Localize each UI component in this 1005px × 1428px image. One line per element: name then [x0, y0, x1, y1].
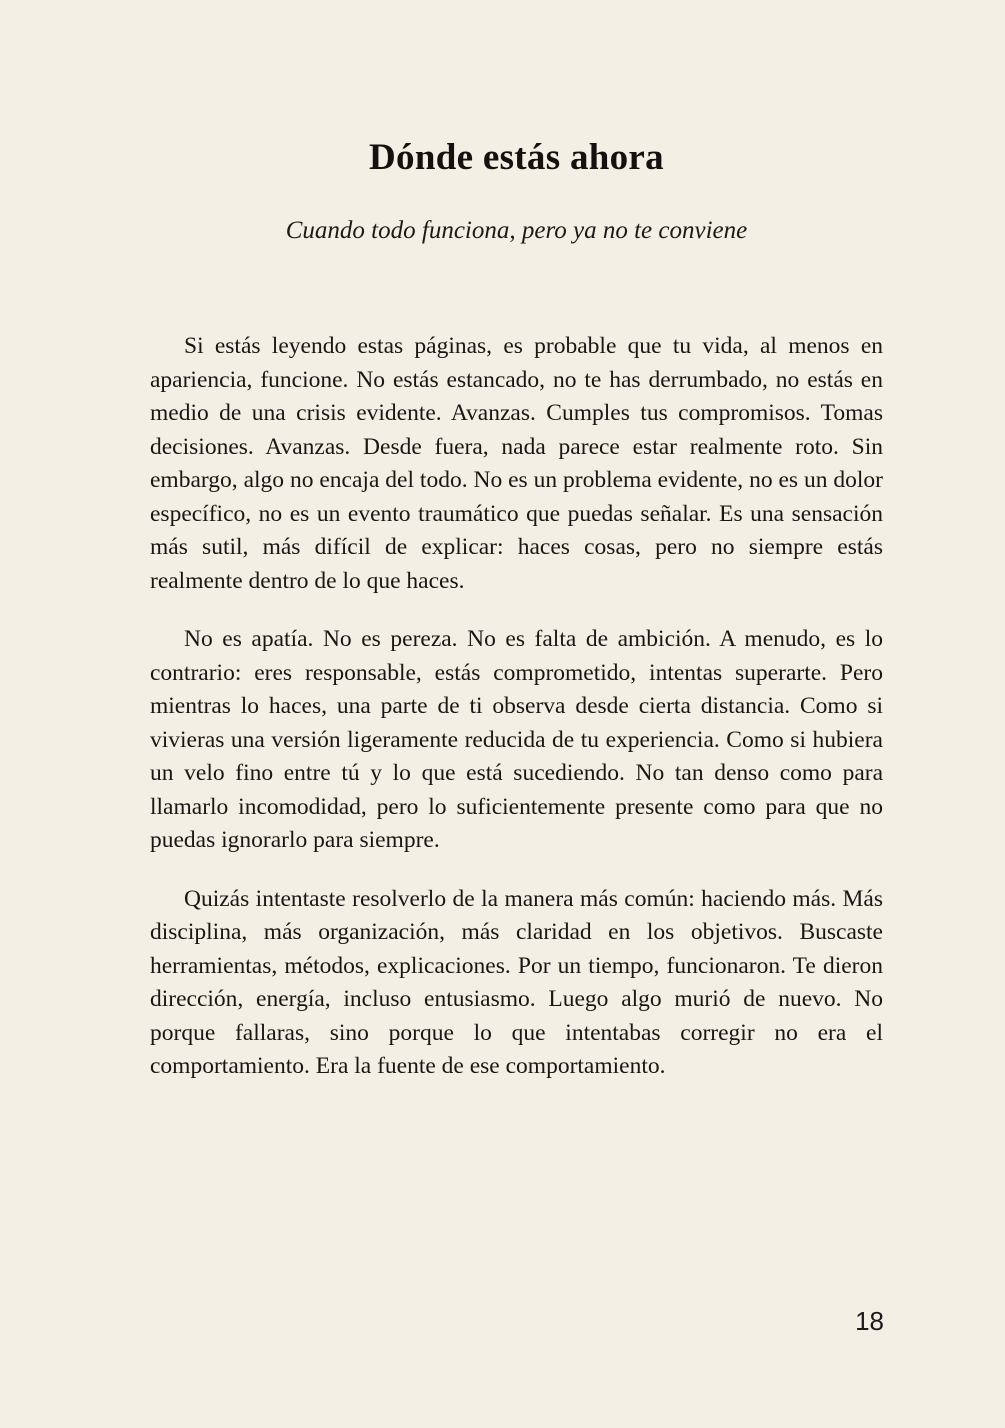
chapter-title: Dónde estás ahora	[369, 137, 664, 178]
paragraph-1: Si estás leyendo estas páginas, es probable que tu vida, al menos en apariencia, funcione. No estás estancado, no te has derrumbado, no estás en medio de una crisis evidente. Avanzas. Cumples tus compromisos. Tomas decisiones. Avanzas. Desde fuera, nada parece estar realmente roto. Sin embargo, algo no encaja del todo. No es un problema evidente, no es un dolor específico, no es un evento traumático que puedas señalar. Es una sensación más sutil, más difícil de explicar: haces cosas, pero no siempre estás realmente dentro de lo que haces.	[150, 333, 883, 594]
body-text	[150, 330, 883, 1084]
chapter-subtitle: Cuando todo funciona, pero ya no te conviene	[285, 217, 748, 244]
page-number: 18	[855, 1306, 884, 1336]
paragraph-3: Quizás intentaste resolverlo de la manera más común: haciendo más. Más disciplina, más organización, más claridad en los objetivos. Buscaste herramientas, métodos, explicaciones. Por un tiempo, funcionaron. Te dieron dirección, energía, incluso entusiasmo. Luego algo murió de nuevo. No porque fallaras, sino porque lo que intentabas corregir no era el comportamiento. Era la fuente de ese comportamiento.	[150, 885, 883, 1079]
page-content	[150, 0, 883, 1109]
paragraph-2: No es apatía. No es pereza. No es falta de ambición. A menudo, es lo contrario: eres responsable, estás comprometido, intentas superarte. Pero mientras lo haces, una parte de ti observa desde cierta distancia. Como si vivieras una versión ligeramente reducida de tu experiencia. Como si hubiera un velo fino entre tú y lo que está sucediendo. No tan denso como para llamarlo incomodidad, pero lo suficientemente presente como para que no puedas ignorarlo para siempre.	[150, 626, 883, 853]
